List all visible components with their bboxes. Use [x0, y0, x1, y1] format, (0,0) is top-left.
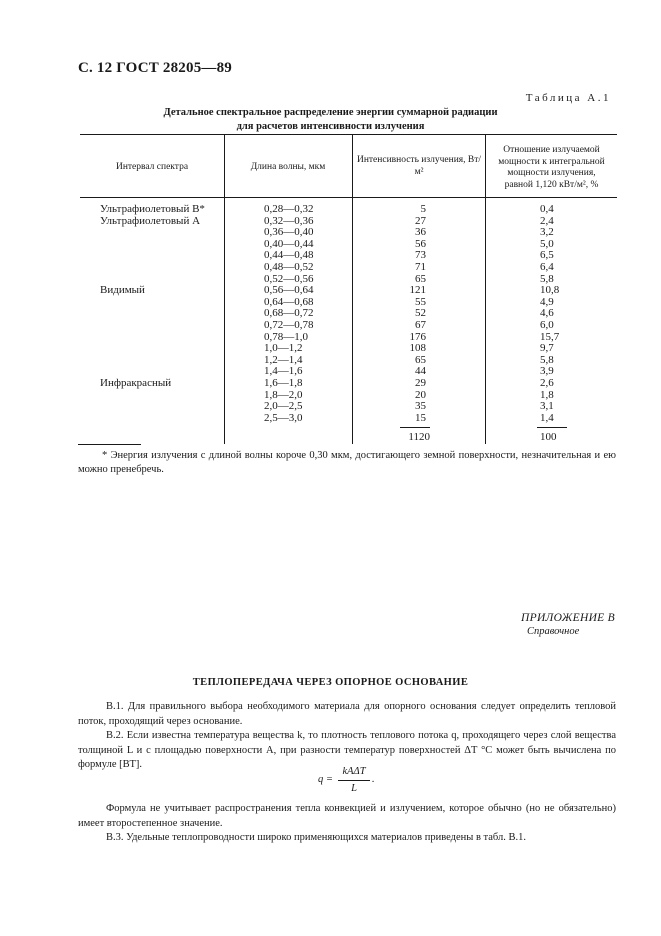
cell-wavelength: 0,48—0,52 — [264, 261, 314, 273]
cell-intensity: 44 — [415, 365, 426, 378]
cell-ratio: 3,1 — [540, 400, 554, 413]
cell-intensity: 20 — [415, 388, 426, 401]
cell-wavelength: 0,28—0,32 — [264, 203, 314, 215]
cell-ratio: 3,9 — [540, 365, 554, 378]
cell-ratio: 1,8 — [540, 388, 554, 401]
cell-intensity: 52 — [415, 307, 426, 320]
cell-ratio: 6,5 — [540, 249, 554, 262]
cell-ratio: 10,8 — [540, 284, 560, 297]
section-title: ТЕПЛОПЕРЕДАЧА ЧЕРЕЗ ОПОРНОЕ ОСНОВАНИЕ — [192, 677, 469, 688]
cell-interval: Видимый — [100, 284, 145, 297]
cell-wavelength: 2,5—3,0 — [264, 411, 303, 424]
cell-ratio: 5,8 — [540, 272, 554, 285]
cell-wavelength: 0,64—0,68 — [264, 295, 314, 308]
cell-ratio: 4,9 — [540, 295, 554, 308]
cell-ratio: 9,7 — [540, 342, 554, 355]
footnote: * Энергия излучения с длиной волны короче 0,30 мкм, достигающего земной поверхности, незначительная и ею можно пренебречь. — [78, 450, 616, 475]
cell-wavelength: 2,0—2,5 — [264, 400, 303, 413]
formula-numerator: kAΔT — [342, 766, 366, 777]
total-rule-ratio — [537, 427, 567, 428]
cell-ratio: 2,4 — [540, 214, 554, 227]
cell-ratio: 5,8 — [540, 353, 554, 366]
cell-intensity: 15 — [415, 411, 426, 424]
formula-lhs: q = — [318, 774, 333, 785]
formula — [318, 766, 378, 800]
cell-ratio: 1,4 — [540, 411, 554, 424]
cell-wavelength: 0,40—0,44 — [264, 237, 314, 250]
table-col-divider-2 — [352, 134, 353, 444]
cell-intensity: 27 — [415, 214, 426, 227]
paragraph-b2: В.2. Если известна температура вещества k, то плотность теплового потока q, проходящего через слой вещества толщиной L и с площадью поверхности A, при разности температур поверхностей ΔT °С может быть вычислена по формуле [ВТ]. — [78, 730, 616, 770]
cell-ratio: 3,2 — [540, 226, 554, 239]
cell-ratio: 4,6 — [540, 307, 554, 320]
cell-interval: Инфракрасный — [100, 377, 172, 389]
table-title-line2: для расчетов интенсивности излучения — [236, 121, 425, 132]
table-title-line1: Детальное спектральное распределение энергии суммарной радиации — [163, 107, 498, 118]
table-col-divider-1 — [224, 134, 225, 444]
paragraph-b3: В.3. Удельные теплопроводности широко применяющихся материалов приведены в табл. В.1. — [106, 832, 527, 843]
total-rule-intensity — [400, 427, 430, 428]
column-header-wavelength: Длина волны, мкм — [250, 162, 326, 172]
cell-intensity: 108 — [409, 342, 426, 355]
cell-wavelength: 1,4—1,6 — [264, 365, 303, 378]
cell-wavelength: 0,32—0,36 — [264, 214, 314, 227]
cell-wavelength: 0,52—0,56 — [264, 272, 314, 285]
cell-intensity: 36 — [415, 226, 426, 239]
cell-wavelength: 0,56—0,64 — [264, 284, 314, 297]
column-header-ratio — [486, 145, 617, 191]
footnote-rule — [78, 444, 141, 445]
cell-intensity: 67 — [415, 319, 426, 331]
cell-intensity: 55 — [415, 295, 426, 308]
cell-ratio: 6,4 — [540, 261, 554, 273]
cell-interval: Ультрафиолетовый А — [100, 214, 201, 227]
cell-intensity: 65 — [415, 353, 426, 366]
cell-wavelength: 1,2—1,4 — [264, 353, 303, 366]
table-label: Таблица А.1 — [525, 92, 611, 104]
page-header: С. 12 ГОСТ 28205—89 — [78, 60, 232, 76]
total-intensity: 1120 — [408, 431, 430, 443]
cell-wavelength: 1,0—1,2 — [264, 342, 303, 355]
cell-wavelength: 0,36—0,40 — [264, 226, 314, 239]
cell-wavelength: 1,6—1,8 — [264, 377, 303, 389]
appendix-title: ПРИЛОЖЕНИЕ В — [521, 612, 615, 624]
column-header-ratio-line1: Отношение излучаемой — [503, 145, 600, 155]
cell-intensity: 35 — [415, 400, 426, 413]
appendix-subtitle: Справочное — [527, 626, 580, 637]
total-ratio: 100 — [540, 431, 557, 443]
formula-denominator: L — [351, 783, 357, 794]
column-header-ratio-line2: мощности к интегральной — [498, 156, 605, 167]
cell-ratio: 2,6 — [540, 377, 554, 389]
cell-wavelength: 0,44—0,48 — [264, 249, 314, 262]
cell-ratio: 5,0 — [540, 237, 554, 250]
column-header-ratio-line3: мощности излучения, — [507, 168, 596, 178]
cell-intensity: 176 — [409, 330, 426, 343]
paragraph-b2-note: Формула не учитывает распространения тепла конвекцией и излучением, которое обычно (но не обязательно) имеет второстепенное значение. — [78, 803, 616, 829]
cell-wavelength: 0,72—0,78 — [264, 319, 314, 331]
formula-fraction-line — [338, 780, 370, 781]
cell-wavelength: 0,68—0,72 — [264, 307, 314, 320]
cell-ratio: 6,0 — [540, 319, 554, 331]
cell-intensity: 56 — [415, 237, 426, 250]
cell-intensity: 65 — [415, 272, 426, 285]
column-header-interval: Интервал спектра — [115, 162, 189, 172]
cell-intensity: 121 — [409, 284, 426, 297]
cell-intensity: 73 — [415, 249, 426, 262]
column-header-ratio-line4: равной 1,120 кВт/м², % — [504, 179, 599, 190]
cell-wavelength: 1,8—2,0 — [264, 388, 303, 401]
column-header-intensity: Интенсивность излучения, Вт/м² — [356, 155, 482, 177]
cell-interval: Ультрафиолетовый В* — [100, 203, 205, 215]
cell-intensity: 29 — [415, 377, 426, 389]
cell-intensity: 71 — [415, 261, 426, 273]
cell-ratio: 15,7 — [540, 330, 560, 343]
cell-wavelength: 0,78—1,0 — [264, 330, 308, 343]
table-top-rule — [80, 134, 617, 135]
table-header-rule — [80, 197, 617, 198]
cell-intensity: 5 — [420, 203, 426, 215]
formula-period: . — [372, 774, 375, 785]
paragraph-b1: В.1. Для правильного выбора необходимого материала для опорного основания следует определить тепловой поток, проходящий через основание. — [78, 701, 616, 727]
cell-ratio: 0,4 — [540, 203, 554, 215]
